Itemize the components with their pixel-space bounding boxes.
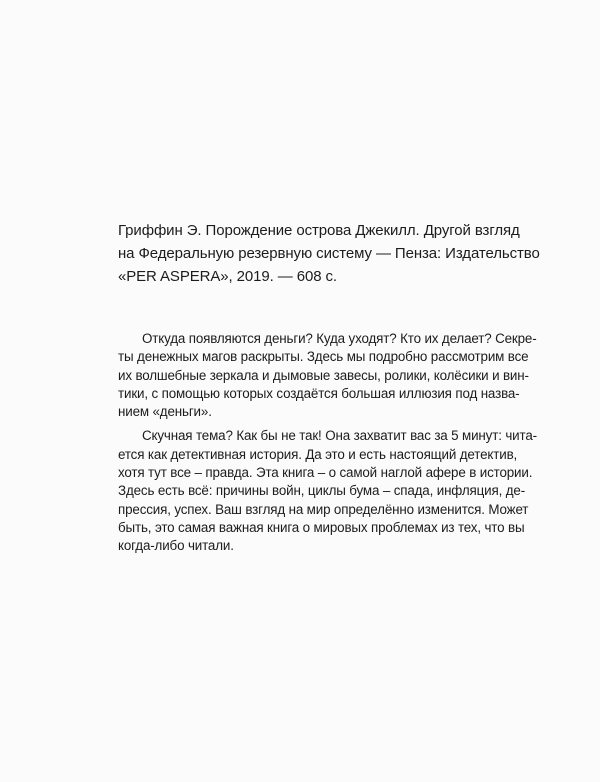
text-line: нием «деньги». — [118, 404, 212, 420]
bibliography-line: «PER ASPERA», 2019. — 608 с. — [118, 268, 337, 285]
text-line: ется как детективная история. Да это и есть настоящий детектив, — [118, 446, 518, 462]
text-line: Скучная тема? Как бы не так! Она захватит вас за 5 минут: чита- — [142, 428, 537, 444]
text-line: ты денежных магов раскрыты. Здесь мы подробно рассмотрим все — [118, 349, 529, 365]
text-line: их волшебные зеркала и дымовые завесы, ролики, колёсики и вин- — [118, 367, 529, 383]
text-line: прессия, успех. Ваш взгляд на мир определённо изменится. Может — [118, 501, 529, 517]
annotation-paragraph-1 — [118, 330, 537, 421]
text-line: Откуда появляются деньги? Куда уходят? Кто их делает? Секре- — [142, 331, 537, 346]
text-line: тики, с помощью которых создаётся большая иллюзия под назва- — [118, 385, 520, 401]
bibliography-line: на Федеральную резервную систему — Пенза: Издательство — [118, 245, 540, 262]
text-line: Здесь есть всё: причины войн, циклы бума – спада, инфляция, де- — [118, 483, 526, 499]
annotation-text — [118, 330, 537, 556]
annotation-paragraph-2 — [118, 427, 537, 555]
text-line: хотя тут все – правда. Эта книга – о самой наглой афере в истории. — [118, 465, 533, 481]
text-line: быть, это самая важная книга о мировых проблемах из тех, что вы — [118, 519, 525, 535]
bibliographic-entry — [118, 219, 540, 288]
text-line: когда-либо читали. — [118, 538, 234, 554]
bibliography-line: Гриффин Э. Порождение острова Джекилл. Другой взгляд — [118, 222, 520, 239]
